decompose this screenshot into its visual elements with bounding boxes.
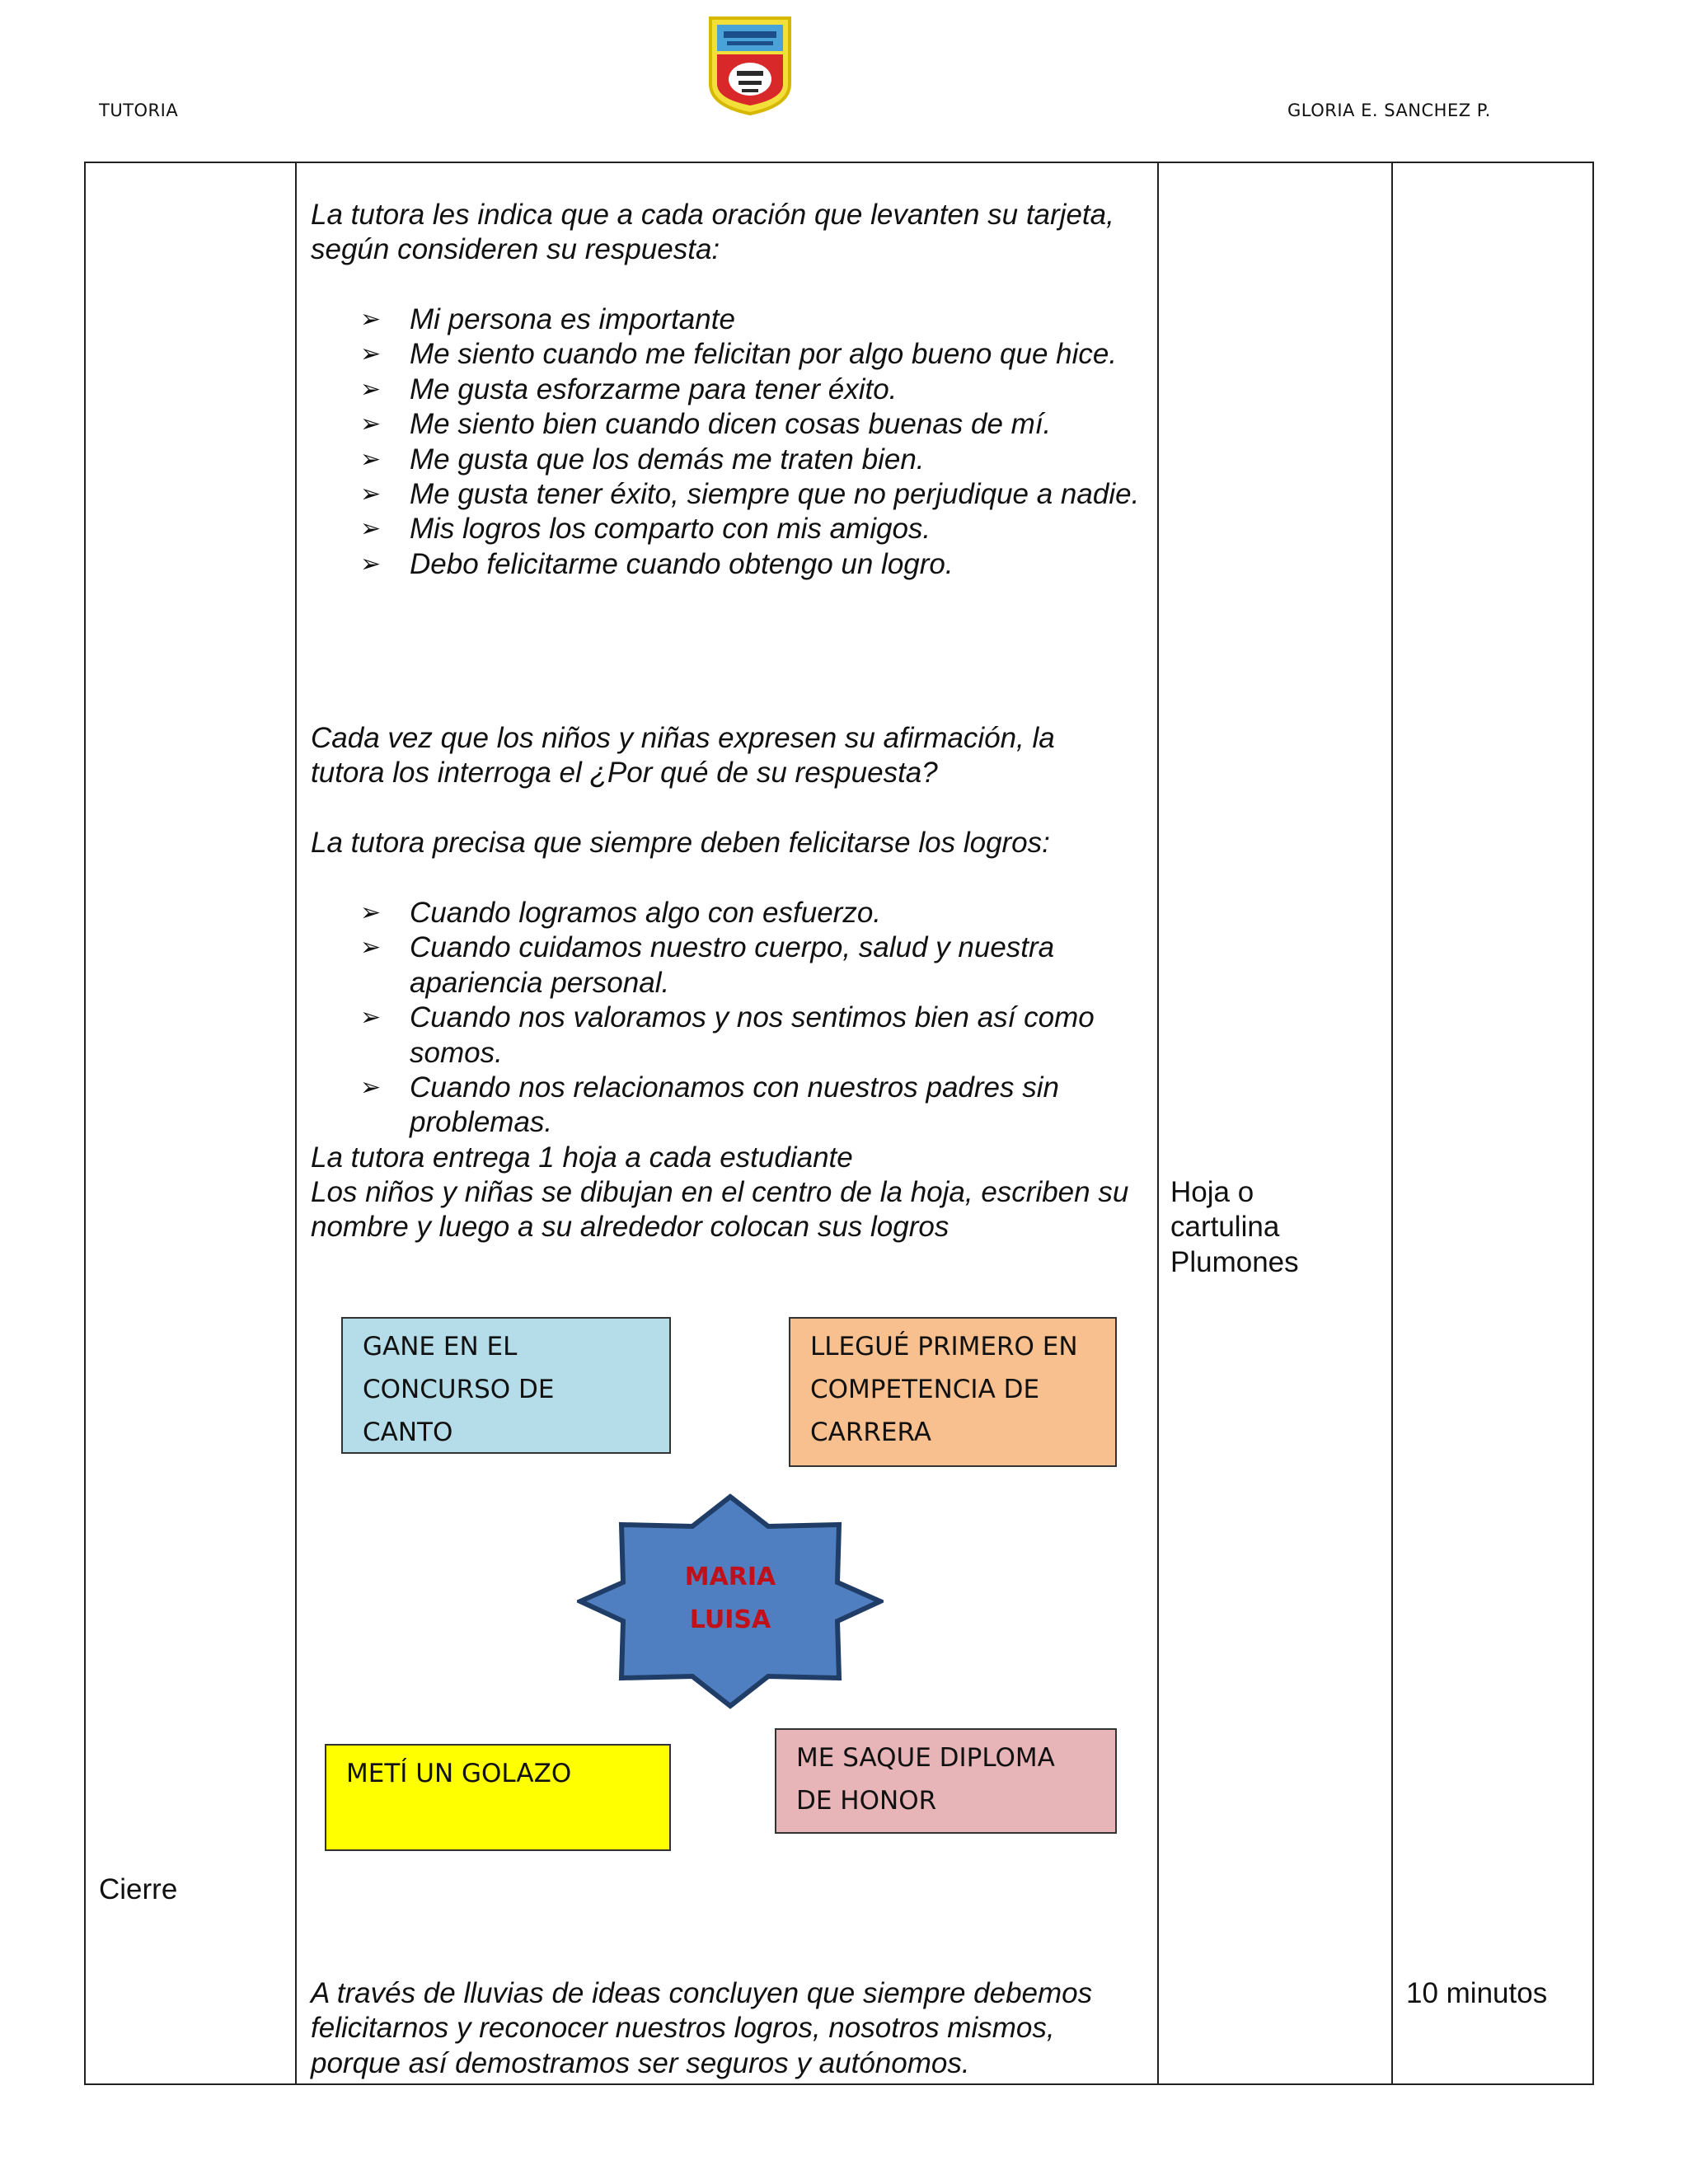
header-left-title: TUTORIA [99, 101, 179, 120]
handout-line: La tutora entrega 1 hoja a cada estudiante [311, 1141, 853, 1174]
arrow-bullet-icon: ➢ [360, 375, 382, 403]
list-item: ➢ Me gusta que los demás me traten bien. [360, 443, 1151, 477]
name-star [577, 1493, 884, 1709]
material-item: Plumones [1170, 1245, 1299, 1278]
list-item: ➢ Cuando logramos algo con esfuerzo. [360, 896, 1151, 930]
arrow-bullet-icon: ➢ [360, 410, 382, 438]
list-item: ➢ Mi persona es importante [360, 302, 1151, 337]
duration-label: 10 minutos [1406, 1977, 1548, 2009]
list-item: ➢ Debo felicitarme cuando obtengo un logro. [360, 547, 1151, 582]
materials-list [1170, 1175, 1299, 1280]
list-item: ➢ Cuando nos relacionamos con nuestros padres sin problemas. [360, 1071, 1059, 1139]
material-item: cartulina [1170, 1211, 1280, 1244]
arrow-bullet-icon: ➢ [360, 480, 382, 509]
achievements-list [360, 896, 1151, 1141]
achievement-box-singing: GANE EN EL CONCURSO DE CANTO [341, 1317, 671, 1454]
column-divider-1 [295, 163, 297, 2083]
arrow-bullet-icon: ➢ [360, 1004, 382, 1032]
question-paragraph: Cada vez que los niños y niñas expresen su afirmación, la tutora los interroga el ¿Por qué de su respuesta? [311, 722, 1055, 790]
star-name-first: MARIA [684, 1563, 776, 1591]
header-author: GLORIA E. SANCHEZ P. [1287, 101, 1491, 120]
school-logo [706, 13, 795, 117]
arrow-bullet-icon: ➢ [360, 445, 382, 473]
precision-paragraph: La tutora precisa que siempre deben felicitarse los logros: [311, 827, 1050, 859]
column-divider-3 [1391, 163, 1393, 2083]
list-item: ➢ Cuando nos valoramos y nos sentimos bien así como somos. [360, 1001, 1095, 1069]
achievement-box-race: LLEGUÉ PRIMERO EN COMPETENCIA DE CARRERA [789, 1317, 1117, 1467]
arrow-bullet-icon: ➢ [360, 515, 382, 543]
arrow-bullet-icon: ➢ [360, 306, 382, 333]
arrow-bullet-icon: ➢ [360, 934, 382, 962]
intro-paragraph: La tutora les indica que a cada oración que levanten su tarjeta, según consideren su respuesta: [311, 199, 1114, 266]
list-item: ➢ Me gusta esforzarme para tener éxito. [360, 373, 1151, 407]
material-item: Hoja o [1170, 1176, 1254, 1208]
arrow-bullet-icon: ➢ [360, 550, 382, 578]
arrow-bullet-icon: ➢ [360, 340, 382, 368]
achievement-box-goal: METÍ UN GOLAZO [325, 1744, 671, 1851]
phase-label: Cierre [99, 1873, 178, 1905]
arrow-bullet-icon: ➢ [360, 899, 382, 926]
list-item: ➢ Me siento bien cuando dicen cosas buenas de mí. [360, 407, 1151, 442]
list-item: ➢ Mis logros los comparto con mis amigos. [360, 512, 1151, 546]
drawing-instructions: Los niños y niñas se dibujan en el centro de la hoja, escriben su nombre y luego a su alrededor colocan sus logros [311, 1176, 1129, 1244]
list-item: ➢ Cuando cuidamos nuestro cuerpo, salud y nuestra apariencia personal. [360, 931, 1055, 999]
statements-list [360, 302, 1151, 582]
star-name-second: LUISA [689, 1605, 771, 1634]
column-divider-2 [1157, 163, 1159, 2083]
conclusion-paragraph: A través de lluvias de ideas concluyen que siempre debemos felicitarnos y reconocer nuestros logros, nosotros mismos, porque así demostramos ser seguros y autónomos. [311, 1977, 1093, 2079]
arrow-bullet-icon: ➢ [360, 1074, 382, 1102]
achievement-box-diploma: ME SAQUE DIPLOMA DE HONOR [775, 1728, 1117, 1834]
list-item: ➢ Me gusta tener éxito, siempre que no perjudique a nadie. [360, 477, 1151, 512]
list-item: ➢ Me siento cuando me felicitan por algo bueno que hice. [360, 337, 1151, 372]
